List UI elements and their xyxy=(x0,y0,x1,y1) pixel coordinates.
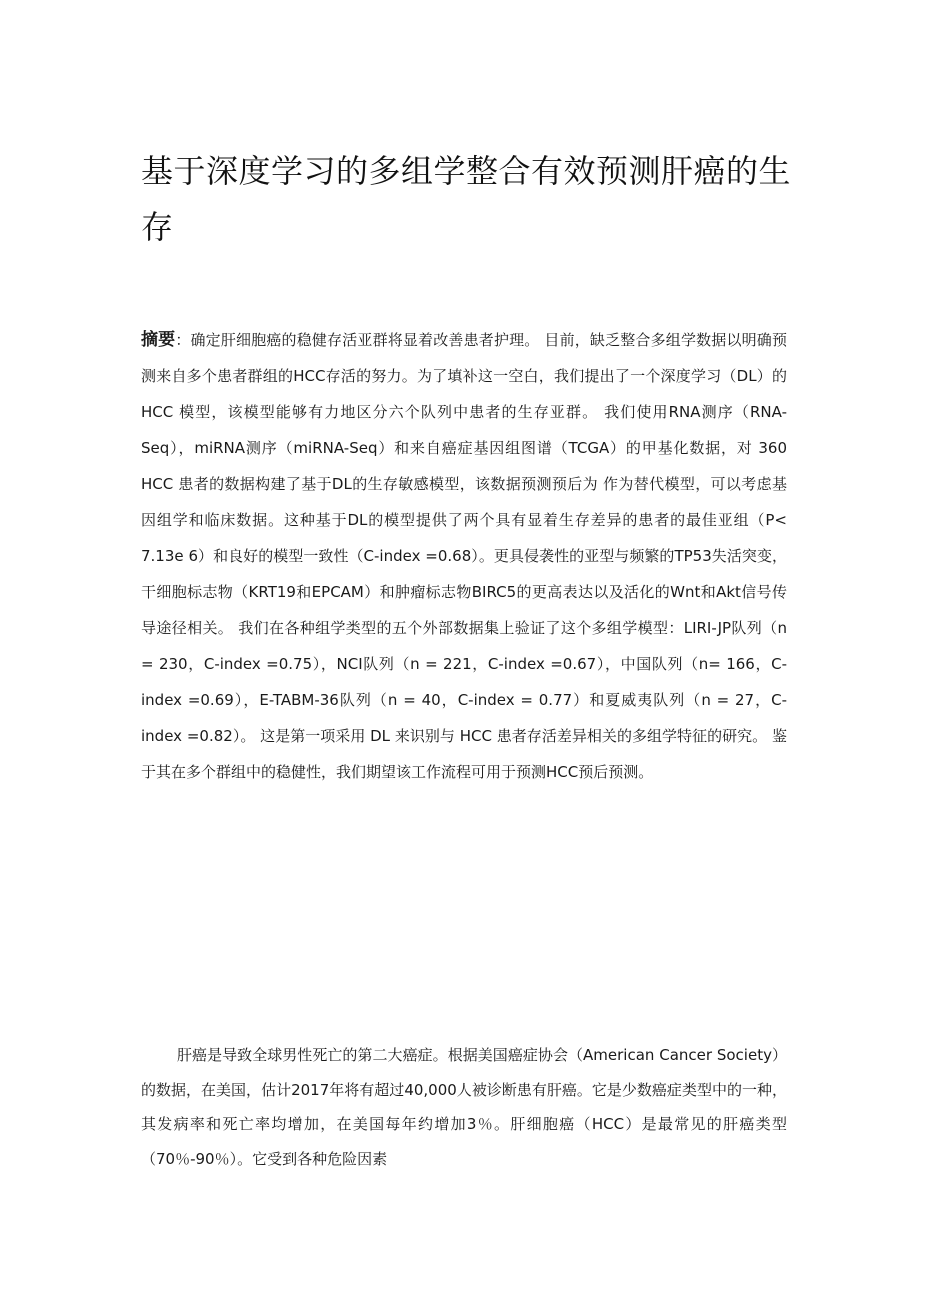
abstract-paragraph xyxy=(141,322,787,790)
abstract-label: 摘要 xyxy=(141,330,176,350)
abstract-label-separator: ： xyxy=(175,331,191,349)
document-title: 基于深度学习的多组学整合有效预测肝癌的生存 xyxy=(141,152,792,246)
abstract-text: 确定肝细胞癌的稳健存活亚群将显着改善患者护理。 目前，缺乏整合多组学数据以明确预测来自多个患者群组的HCC存活的努力。为了填补这一空白，我们提出了一个深度学习（DL）的 HCC 模型，该模型能够有力地区分六个队列中患者的生存亚群。 我们使用RNA测序（RNA-Seq），miRNA测序（miRNA-Seq）和来自癌症基因组图谱（TCGA）的甲基化数据，对 360 HCC 患者的数据构建了基于DL的生存敏感模型，该数据预测预后为 作为替代模型，可以考虑基因组学和临床数据。这种基于DL的模型提供了两个具有显着生存差异的患者的最佳亚组（P< 7.13e 6）和良好的模型一致性（C-index =0.68）。更具侵袭性的亚型与频繁的TP53失活突变，干细胞标志物（KRT19和EPCAM）和肿瘤标志物BIRC5的更高表达以及活化的Wnt和Akt信号传导途径相关。 我们在各种组学类型的五个外部数据集上验证了这个多组学模型：LIRI-JP队列（n = 230，C-index =0.75），NCI队列（n = 221，C-index =0.67），中国队列（n= 166，C-index =0.69），E-TABM-36队列（n = 40，C-index = 0.77）和夏威夷队列（n = 27，C-index =0.82）。 这是第一项采用 DL 来识别与 HCC 患者存活差异相关的多组学特征的研究。 鉴于其在多个群组中的稳健性，我们期望该工作流程可用于预测HCC预后预测。 xyxy=(141,331,787,781)
intro-paragraph: 肝癌是导致全球男性死亡的第二大癌症。根据美国癌症协会（American Cancer Society）的数据，在美国，估计2017年将有超过40,000人被诊断患有肝癌。它是少数癌症类型中的一种，其发病率和死亡率均增加，在美国每年约增加3％。肝细胞癌（HCC）是最常见的肝癌类型（70％-90％）。它受到各种危险因素 xyxy=(141,1046,787,1168)
